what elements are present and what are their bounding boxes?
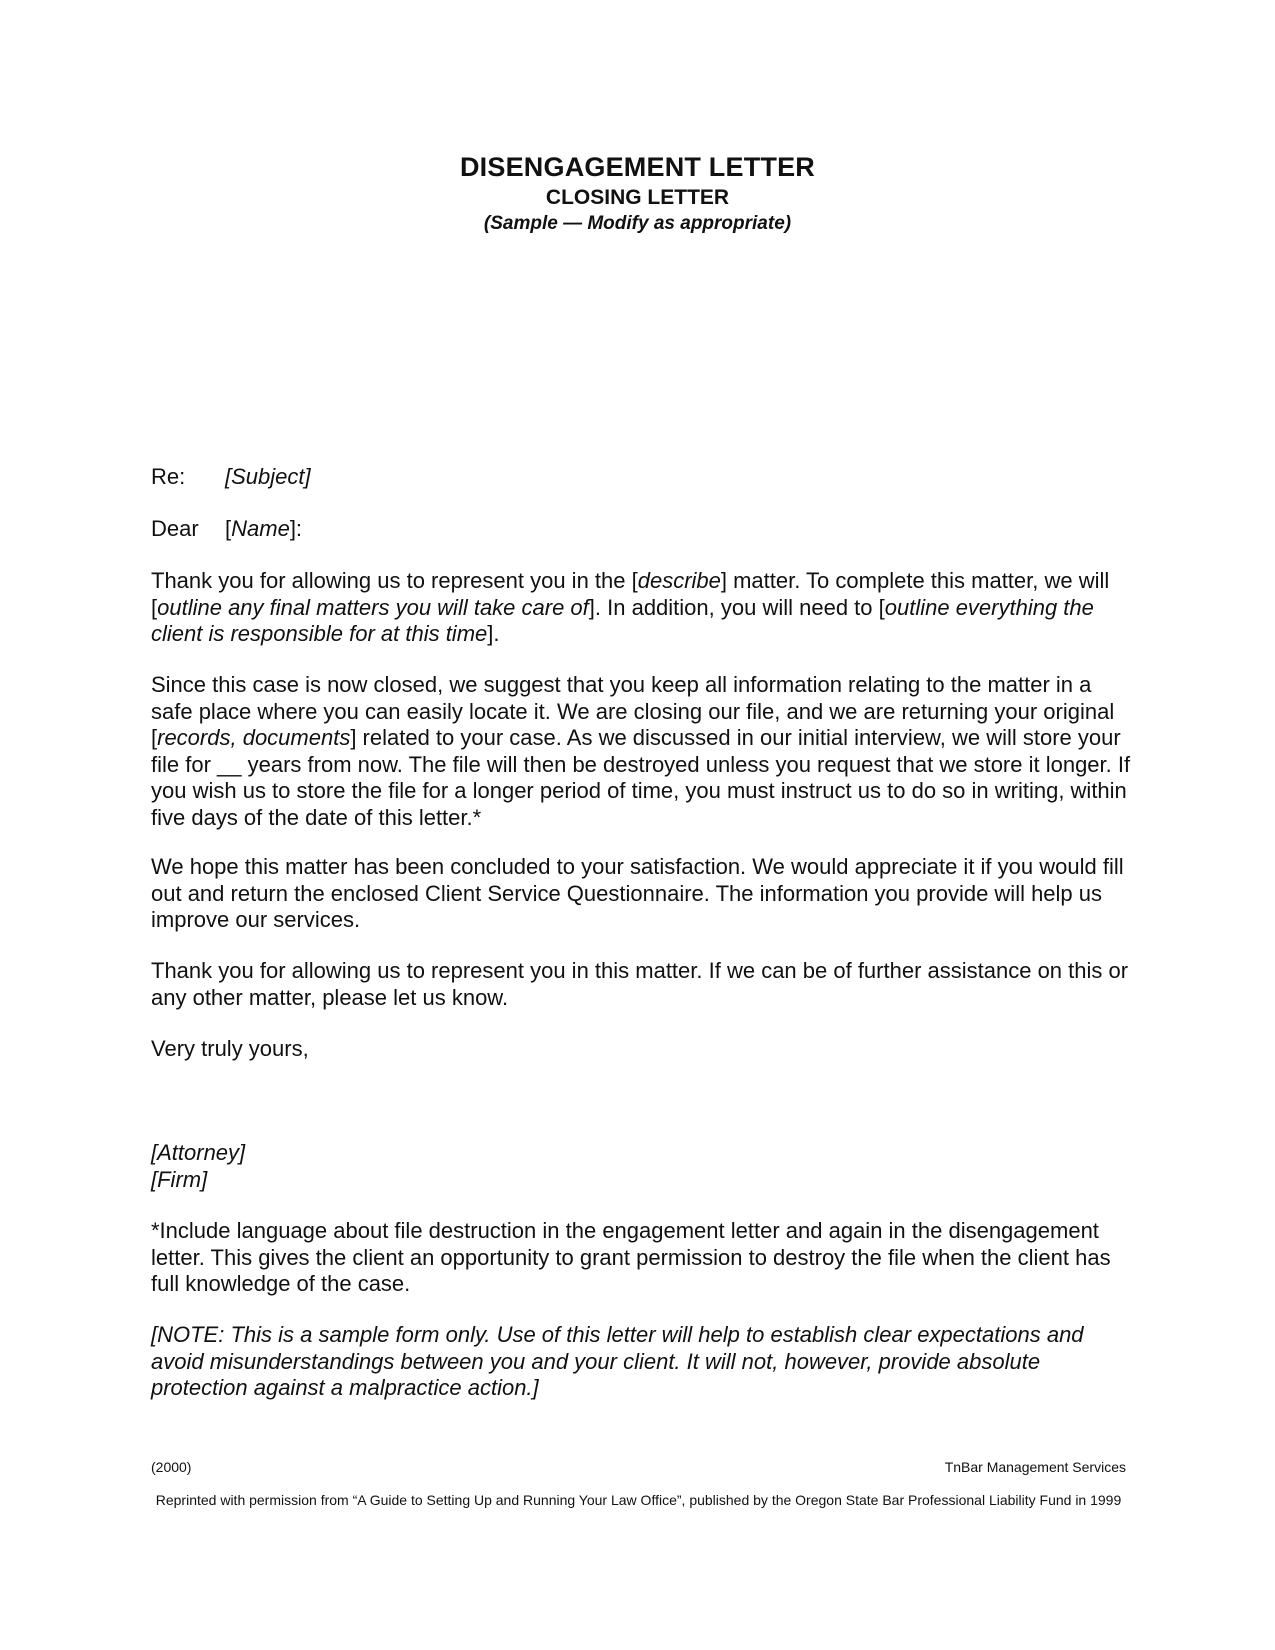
closing [151,1036,1136,1063]
salutation-name: Name [231,516,290,541]
paragraph-3 [151,854,1136,934]
document-title: DISENGAGEMENT LETTER [459,152,815,182]
sample-note: (Sample — Modify as appropriate) [483,213,792,234]
footnote-text: *Include language about file destruction in the engagement letter and again in the disengagement letter. This gives the client an opportunity to grant permission to destroy the file when the client has full knowledge of the case. [151,1218,1111,1296]
para2-text-2: ] related to your case. As we discussed in our initial interview, we will store your file for __ years from now. The file will then be destroyed unless you request that we store it longer. If you wish us to store the file for a longer period of time, you must instruct us to do so in writing, within five days of the date of this letter.* [151,725,1131,830]
document-subtitle: CLOSING LETTER [545,186,730,209]
disclaimer-text: [NOTE: This is a sample form only. Use of this letter will help to establish clear expectations and avoid misunderstandings between you and your client. It will not, however, provide absolute protection against a malpractice action.] [151,1322,1084,1400]
footnote [151,1218,1136,1298]
footer-year: (2000) [151,1459,192,1475]
para1-italic-1: describe [637,568,721,593]
signature-attorney: [Attorney] [151,1140,246,1165]
para2-italic-1: records, documents [157,725,351,750]
signature-firm: [Firm] [151,1166,208,1192]
para1-text-1: Thank you for allowing us to represent you in the [ [151,568,638,593]
salutation-bracket-close: ]: [289,516,303,541]
para1-text-3: ]. In addition, you will need to [ [588,594,885,620]
para2-text-1: Since this case is now closed, we suggest that you keep all information relating to the matter in a safe place where you can easily locate it. We are closing our file, and we are returning your original [ [151,672,1115,750]
paragraph-4 [151,958,1136,1011]
disclaimer-note [151,1322,1136,1402]
paragraph-1 [151,568,1136,648]
re-subject: [Subject] [225,464,311,489]
para1-italic-2: outline any final matters you will take care of [157,594,589,620]
para4-text: Thank you for allowing us to represent you in this matter. If we can be of further assistance on this or any other matter, please let us know. [151,958,1129,1010]
re-label: Re: [151,464,186,489]
salutation-label: Dear [151,516,199,541]
salutation [151,516,1136,543]
para1-text-2: ] matter. To complete this matter, we will [ [151,568,1110,620]
salutation-bracket-open: [ [225,516,232,541]
footer-publisher: TnBar Management Services [944,1459,1126,1475]
reprint-notice: Reprinted with permission from “A Guide to Setting Up and Running Your Law Office”, published by the Oregon State Bar Professional Liability Fund in 1999 [155,1492,1122,1508]
re-line [151,464,1136,491]
closing-text: Very truly yours, [151,1036,309,1061]
paragraph-2 [151,672,1136,831]
para3-text: We hope this matter has been concluded to your satisfaction. We would appreciate it if you would fill out and return the enclosed Client Service Questionnaire. The information you provide will help us improve our services. [151,854,1124,932]
signature-block [151,1140,1136,1193]
para1-italic-3: outline everything the client is responsible for at this time [151,594,1094,646]
title-block [0,150,1275,237]
para1-text-4: ]. [487,621,500,646]
